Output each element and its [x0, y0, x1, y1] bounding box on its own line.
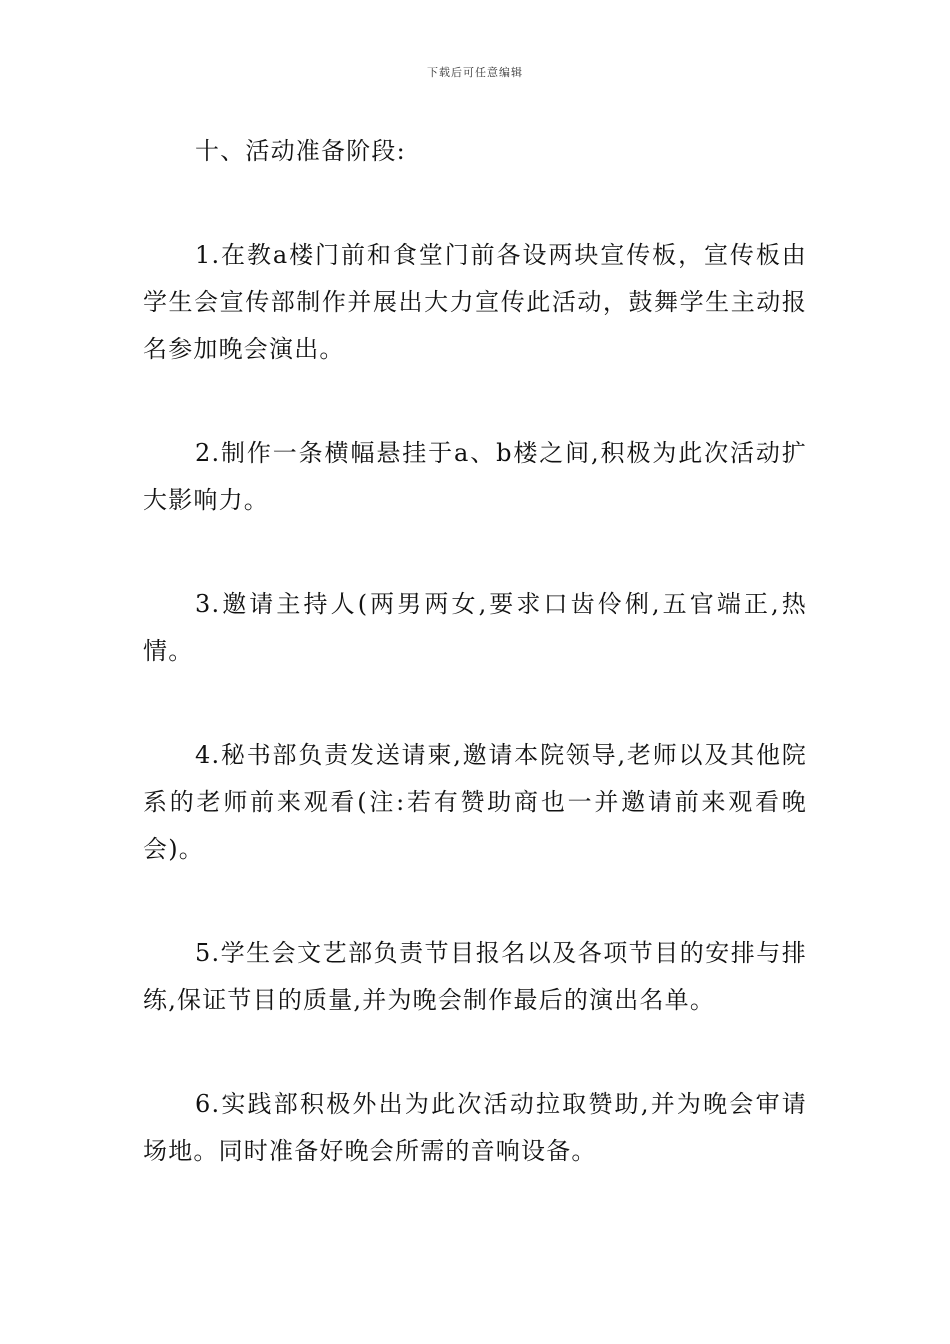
list-item: 3.邀请主持人(两男两女,要求口齿伶俐,五官端正,热情。 [143, 590, 807, 665]
document-body [143, 128, 807, 1175]
paragraph-spacer [143, 175, 807, 232]
list-item: 6.实践部积极外出为此次活动拉取赞助,并为晚会审请场地。同时准备好晚会所需的音响设备。 [143, 1090, 807, 1165]
paragraph-spacer [143, 1024, 807, 1081]
section-heading: 十、活动准备阶段: [195, 137, 406, 165]
list-item: 5.学生会文艺部负责节目报名以及各项节目的安排与排练,保证节目的质量,并为晚会制作最后的演出名单。 [143, 939, 807, 1014]
page-header-note: 下载后可任意编辑 [427, 66, 523, 79]
list-item: 2.制作一条横幅悬挂于a、b楼之间,积极为此次活动扩大影响力。 [143, 439, 807, 514]
paragraph-spacer [143, 873, 807, 930]
list-item: 4.秘书部负责发送请柬,邀请本院领导,老师以及其他院系的老师前来观看(注:若有赞助商也一并邀请前来观看晚会)。 [143, 741, 807, 863]
list-item: 1.在教a楼门前和食堂门前各设两块宣传板，宣传板由学生会宣传部制作并展出大力宣传此活动，鼓舞学生主动报名参加晚会演出。 [143, 241, 807, 363]
paragraph-spacer [143, 524, 807, 581]
paragraph-spacer [143, 675, 807, 732]
paragraph-spacer [143, 373, 807, 430]
